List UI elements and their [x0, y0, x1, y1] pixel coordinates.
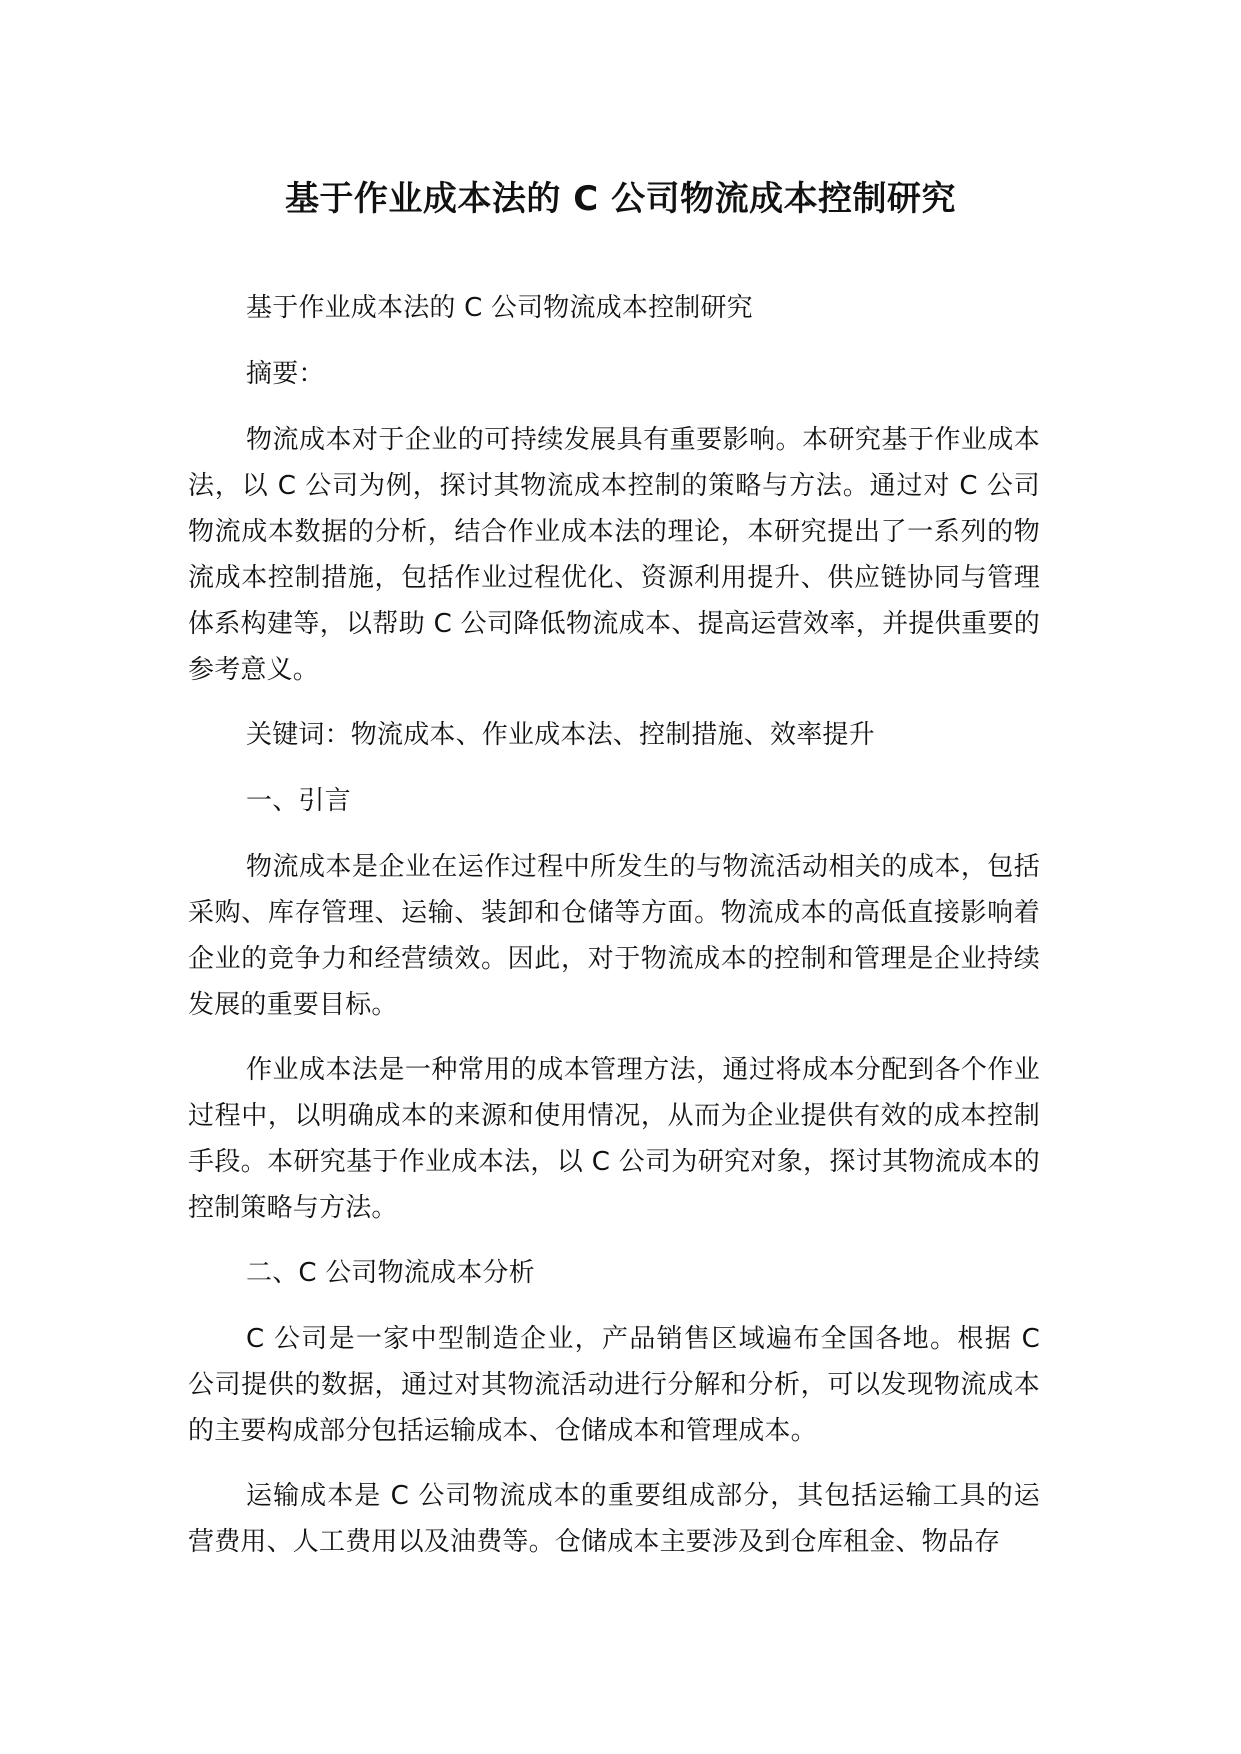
keywords-paragraph: 关键词：物流成本、作业成本法、控制措施、效率提升 [246, 720, 875, 750]
abstract-heading: 摘要： [246, 359, 325, 389]
abstract-paragraph: 物流成本对于企业的可持续发展具有重要影响。本研究基于作业成本法，以 C 公司为例，探讨其物流成本控制的策略与方法。通过对 C 公司物流成本数据的分析，结合作业成本法的理论，本研究提出了一系列的物流成本控制措施，包括作业过程优化、资源利用提升、供应链协同与管理体系构建等，以帮助 C 公司降低物流成本、提高运营效率，并提供重要的参考意义。 [188, 425, 1040, 685]
section-heading-introduction: 一、引言 [246, 786, 351, 816]
document-title: 基于作业成本法的 C 公司物流成本控制研究 [284, 179, 957, 219]
analysis-paragraph-2: 运输成本是 C 公司物流成本的重要组成部分，其包括运输工具的运营费用、人工费用以及油费等。仓储成本主要涉及到仓库租金、物品存 [188, 1481, 1040, 1557]
subtitle-paragraph: 基于作业成本法的 C 公司物流成本控制研究 [246, 293, 753, 323]
document-body [188, 285, 1040, 1584]
introduction-paragraph-1: 物流成本是企业在运作过程中所发生的与物流活动相关的成本，包括采购、库存管理、运输、装卸和仓储等方面。物流成本的高低直接影响着企业的竞争力和经营绩效。因此，对于物流成本的控制和管理是企业持续发展的重要目标。 [188, 852, 1040, 1020]
section-heading-analysis: 二、C 公司物流成本分析 [246, 1258, 535, 1288]
analysis-paragraph-1: C 公司是一家中型制造企业，产品销售区域遍布全国各地。根据 C 公司提供的数据，通过对其物流活动进行分解和分析，可以发现物流成本的主要构成部分包括运输成本、仓储成本和管理成本。 [188, 1324, 1040, 1446]
introduction-paragraph-2: 作业成本法是一种常用的成本管理方法，通过将成本分配到各个作业过程中，以明确成本的来源和使用情况，从而为企业提供有效的成本控制手段。本研究基于作业成本法，以 C 公司为研究对象，探讨其物流成本的控制策略与方法。 [188, 1055, 1040, 1223]
